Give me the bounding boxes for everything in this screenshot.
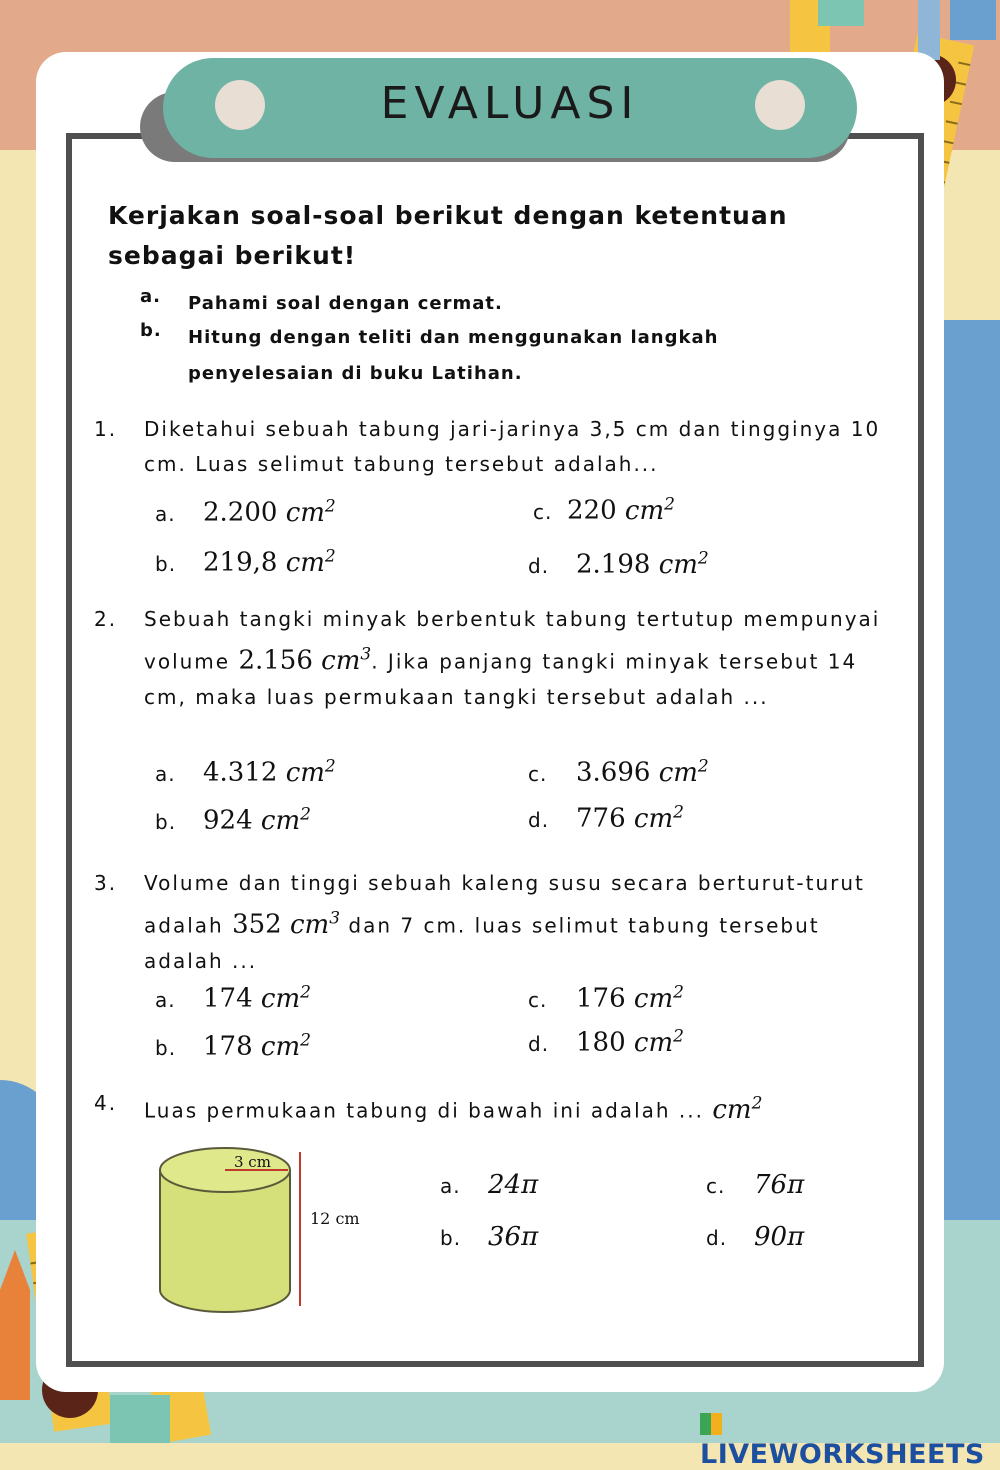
option-4c[interactable] [706, 1170, 804, 1200]
option-label: a. [155, 987, 176, 1012]
question-number: 2. [94, 607, 118, 631]
question-number: 4. [94, 1091, 118, 1115]
option-value: 178 [203, 1031, 253, 1062]
question-text: Volume dan tinggi sebuah kaleng susu secara berturut-turut adalah 352 $cm^3$ dan 7 cm. luas selimut tabung tersebut adalah ... [144, 871, 865, 973]
option-4b[interactable] [440, 1222, 538, 1252]
option-label: b. [155, 551, 177, 576]
option-1c[interactable]: c. 220 $cm^2$ [533, 494, 675, 526]
option-label: a. [155, 501, 176, 526]
option-value: 174 [203, 983, 253, 1014]
option-2b[interactable]: b. 924 $cm^2$ [155, 804, 311, 836]
option-value: 180 [576, 1027, 626, 1058]
option-label: c. [528, 987, 548, 1012]
option-label: a. [155, 761, 176, 786]
option-2d[interactable]: d. 776 $cm^2$ [528, 802, 684, 834]
cylinder-figure [150, 1140, 390, 1320]
logo-text: LIVEWORKSHEETS [700, 1439, 985, 1470]
option-3d[interactable]: d. 180 $cm^2$ [528, 1026, 684, 1058]
option-3a[interactable]: a. 174 $cm^2$ [155, 982, 311, 1014]
option-label: d. [528, 807, 550, 832]
question-number: 1. [94, 417, 118, 441]
option-3b[interactable]: b. 178 $cm^2$ [155, 1030, 311, 1062]
option-value: 24π [488, 1170, 539, 1200]
option-value: 776 [576, 803, 626, 834]
option-label: d. [528, 553, 550, 578]
option-value: 2.198 [576, 549, 651, 580]
page-title: EVALUASI [380, 78, 640, 129]
option-value: 924 [203, 805, 253, 836]
instructions-heading: Kerjakan soal-soal berikut dengan ketentuan sebagai berikut! [108, 201, 788, 270]
option-label: d. [706, 1226, 728, 1250]
option-label: c. [528, 761, 548, 786]
rule-label: a. [140, 286, 161, 307]
option-label: b. [440, 1226, 462, 1250]
option-value: 2.200 [203, 497, 278, 528]
logo-mark-icon [700, 1413, 722, 1435]
option-1b[interactable]: b. 219,8 $cm^2$ [155, 546, 336, 578]
liveworksheets-logo[interactable] [700, 1408, 1000, 1470]
option-label: d. [528, 1031, 550, 1056]
rule-text: Hitung dengan teliti dan menggunakan langkah penyelesaian di buku Latihan. [188, 327, 719, 384]
option-label: a. [440, 1174, 461, 1198]
option-3c[interactable]: c. 176 $cm^2$ [528, 982, 684, 1014]
option-1d[interactable]: d. 2.198 $cm^2$ [528, 548, 709, 580]
option-4a[interactable] [440, 1170, 538, 1200]
option-value: 3.696 [576, 757, 651, 788]
option-2c[interactable]: c. 3.696 $cm^2$ [528, 756, 709, 788]
option-value: 176 [576, 983, 626, 1014]
rule-text: Pahami soal dengan cermat. [188, 293, 503, 314]
option-label: c. [706, 1174, 726, 1198]
option-value: 220 [567, 495, 617, 526]
radius-label: 3 cm [234, 1153, 271, 1171]
option-value: 36π [488, 1222, 539, 1252]
question-text: Diketahui sebuah tabung jari-jarinya 3,5 cm dan tingginya 10 cm. Luas selimut tabung tersebut adalah... [144, 417, 881, 476]
option-2a[interactable]: a. 4.312 $cm^2$ [155, 756, 336, 788]
question-number: 3. [94, 871, 118, 895]
rule-label: b. [140, 320, 162, 341]
option-value: 90π [754, 1222, 805, 1252]
option-label: b. [155, 1035, 177, 1060]
height-label: 12 cm [310, 1209, 360, 1228]
option-label: c. [533, 499, 553, 524]
option-label: b. [155, 809, 177, 834]
option-value: 4.312 [203, 757, 278, 788]
option-value: 219,8 [203, 547, 278, 578]
question-text: Luas permukaan tabung di bawah ini adalah ... $cm^2$ [144, 1093, 763, 1125]
option-1a[interactable]: a. 2.200 $cm^2$ [155, 496, 336, 528]
question-text: Sebuah tangki minyak berbentuk tabung tertutup mempunyai volume 2.156 $cm^3$. Jika panjang tangki minyak tersebut 14 cm, maka luas permukaan tangki tersebut adalah ... [144, 607, 881, 709]
option-4d[interactable] [706, 1222, 804, 1252]
option-value: 76π [754, 1170, 805, 1200]
